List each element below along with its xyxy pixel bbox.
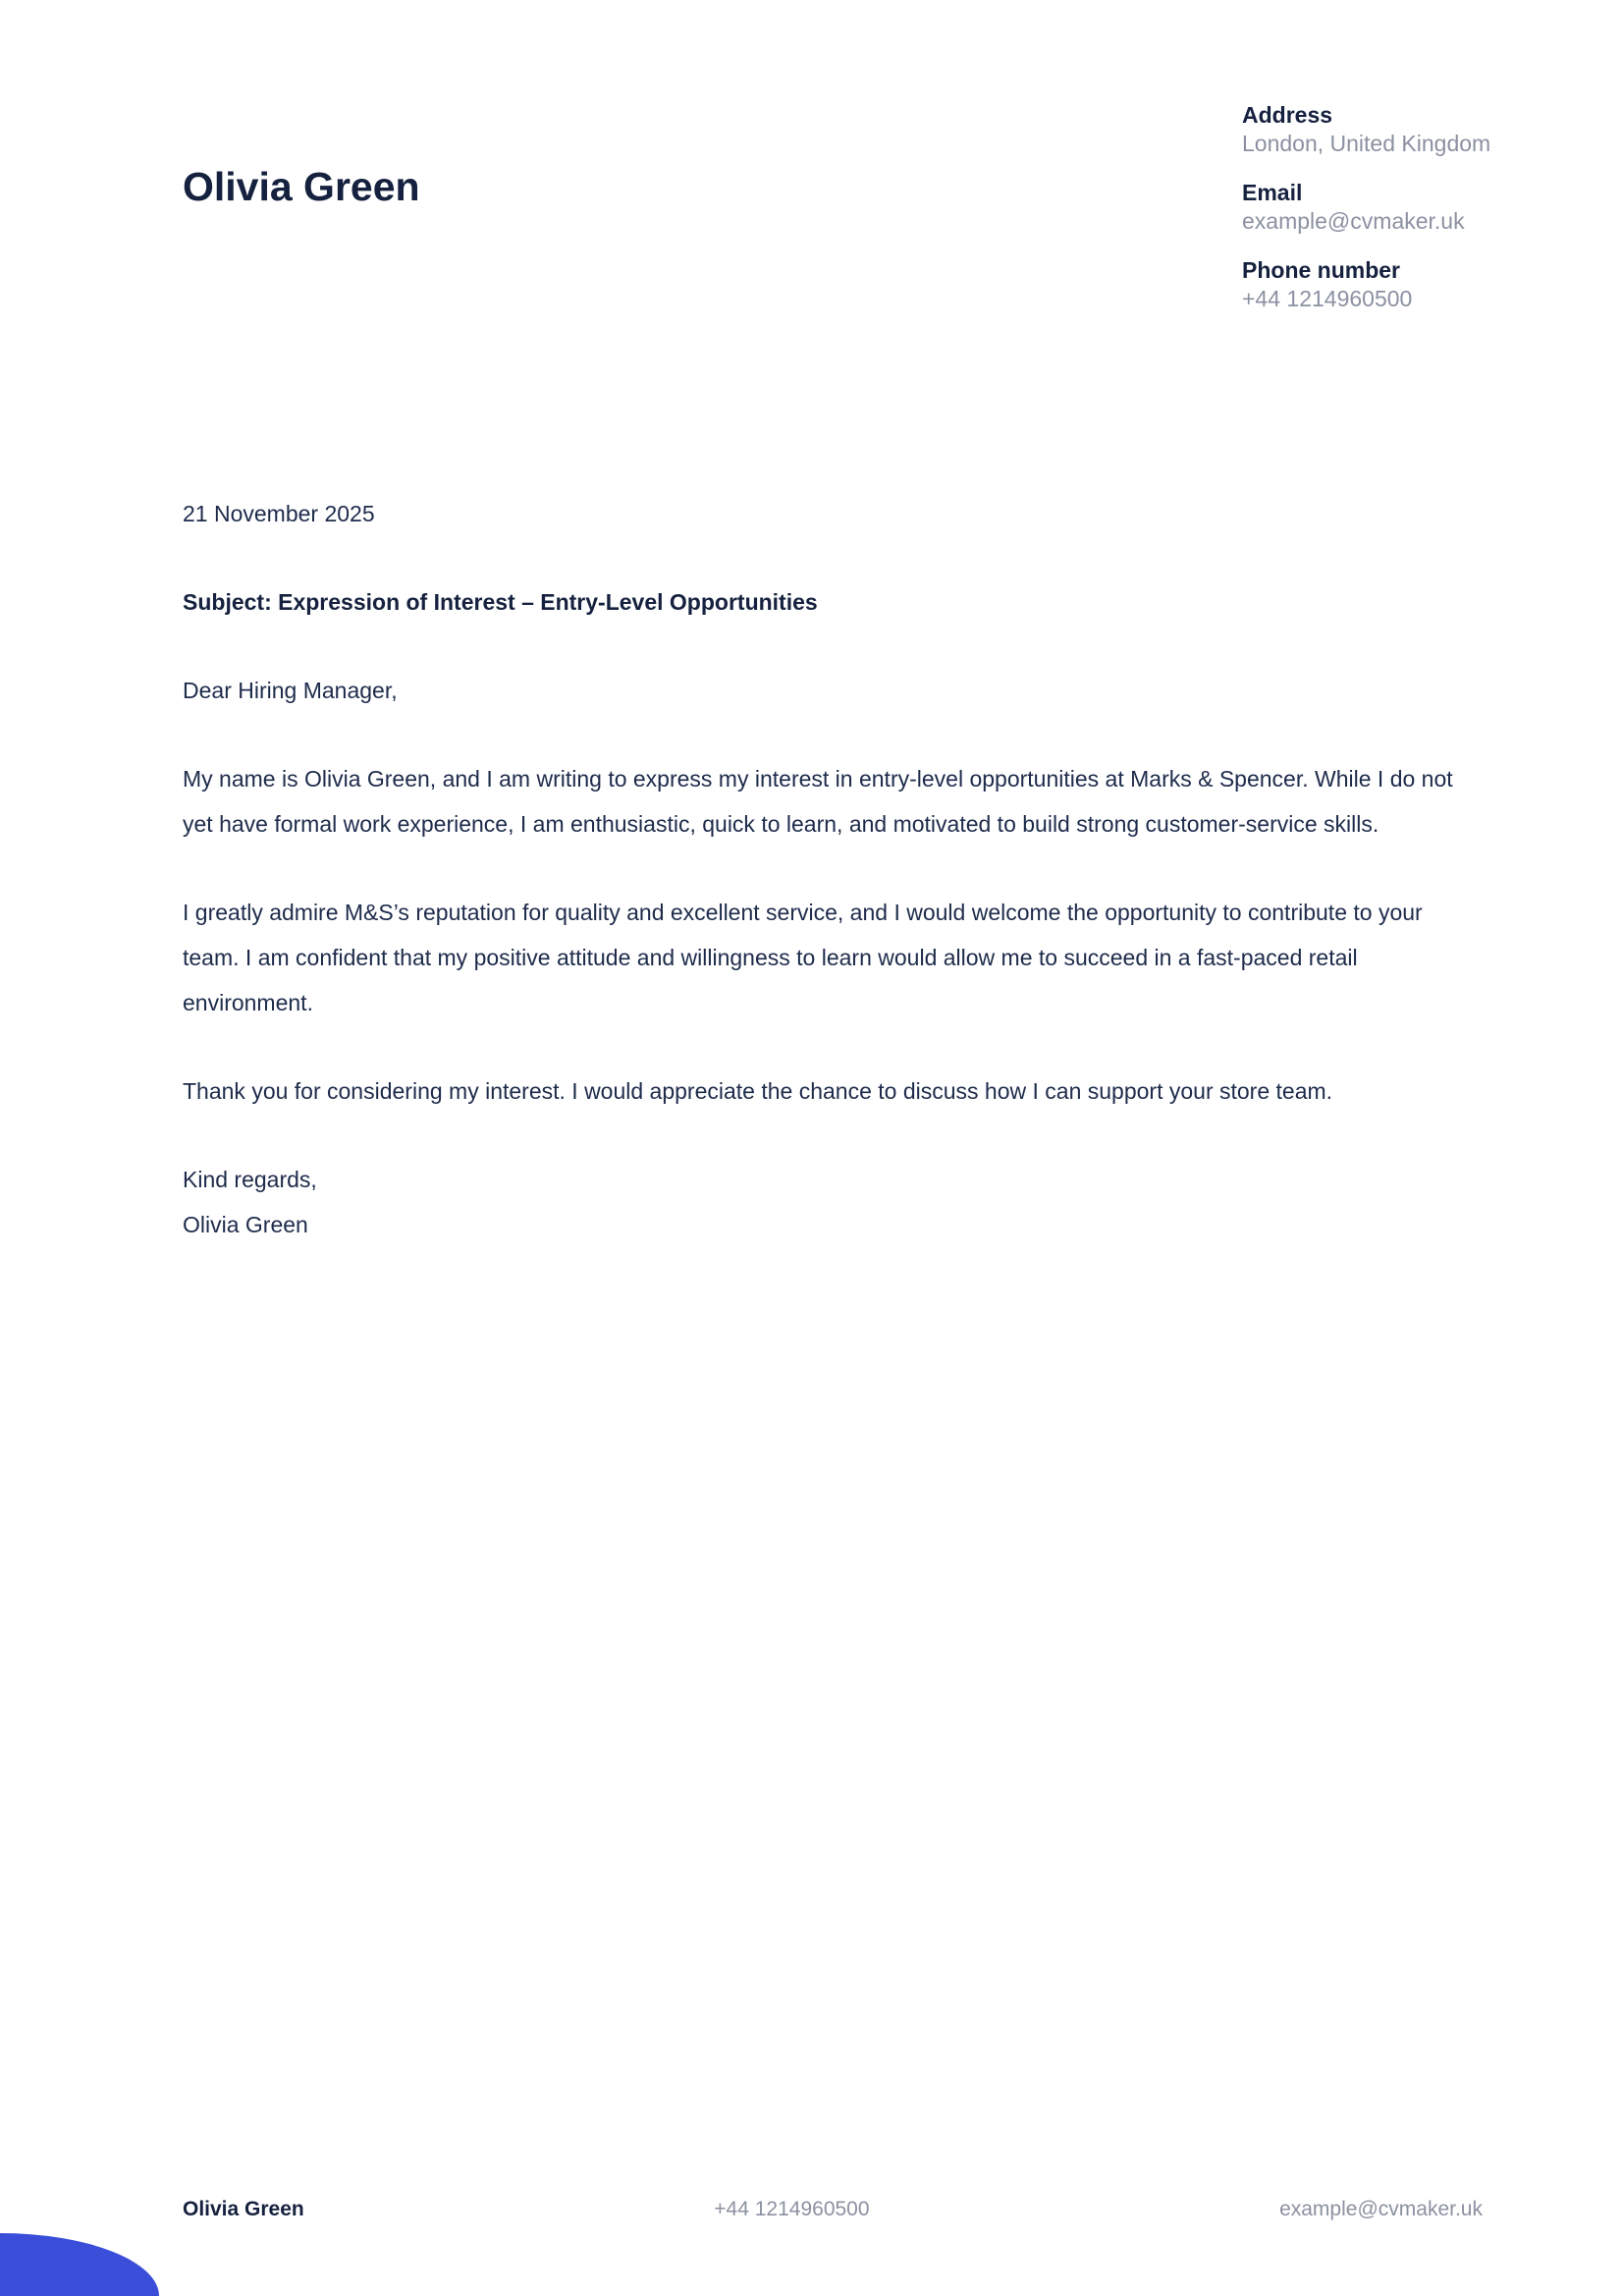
contact-label-address: Address: [1242, 102, 1333, 128]
contact-label-email: Email: [1242, 180, 1303, 205]
footer-phone: +44 1214960500: [714, 2198, 870, 2220]
footer-email: example@cvmaker.uk: [1279, 2198, 1483, 2220]
corner-accent-shape: [0, 2233, 159, 2296]
letter-paragraph-3: Thank you for considering my interest. I would appreciate the chance to discuss how I can support your store team.: [183, 1078, 1333, 1104]
contact-value-email: example@cvmaker.uk: [1242, 208, 1465, 234]
contact-group-address: [1242, 101, 1497, 158]
contact-group-email: [1242, 179, 1497, 236]
contact-value-phone: +44 1214960500: [1242, 286, 1413, 311]
page-title: Olivia Green: [183, 164, 420, 209]
letter-body: [183, 491, 1475, 1290]
contact-value-address: London, United Kingdom: [1242, 131, 1491, 156]
letter-date: 21 November 2025: [183, 501, 375, 526]
closing-phrase: Kind regards,: [183, 1167, 317, 1192]
letter-paragraph-2: I greatly admire M&S’s reputation for quality and excellent service, and I would welcome the opportunity to contribute to your team. I am confident that my positive attitude and willingness to learn would allow me to succeed in a fast-paced retail environment.: [183, 900, 1423, 1015]
page-footer: [183, 2197, 1483, 2222]
letter-closing: [183, 1157, 1475, 1247]
contact-group-phone: [1242, 256, 1497, 313]
letter-paragraph-1: My name is Olivia Green, and I am writing to express my interest in entry-level opportunities at Marks & Spencer. While I do not yet have formal work experience, I am enthusiastic, quick to learn, and motivated to build strong customer-service skills.: [183, 766, 1453, 837]
letter-subject: Subject: Expression of Interest – Entry-Level Opportunities: [183, 589, 818, 615]
letter-salutation: Dear Hiring Manager,: [183, 678, 398, 703]
contact-info: [1242, 101, 1497, 334]
footer-name: Olivia Green: [183, 2198, 304, 2220]
signature-name: Olivia Green: [183, 1212, 308, 1237]
contact-label-phone: Phone number: [1242, 257, 1401, 283]
